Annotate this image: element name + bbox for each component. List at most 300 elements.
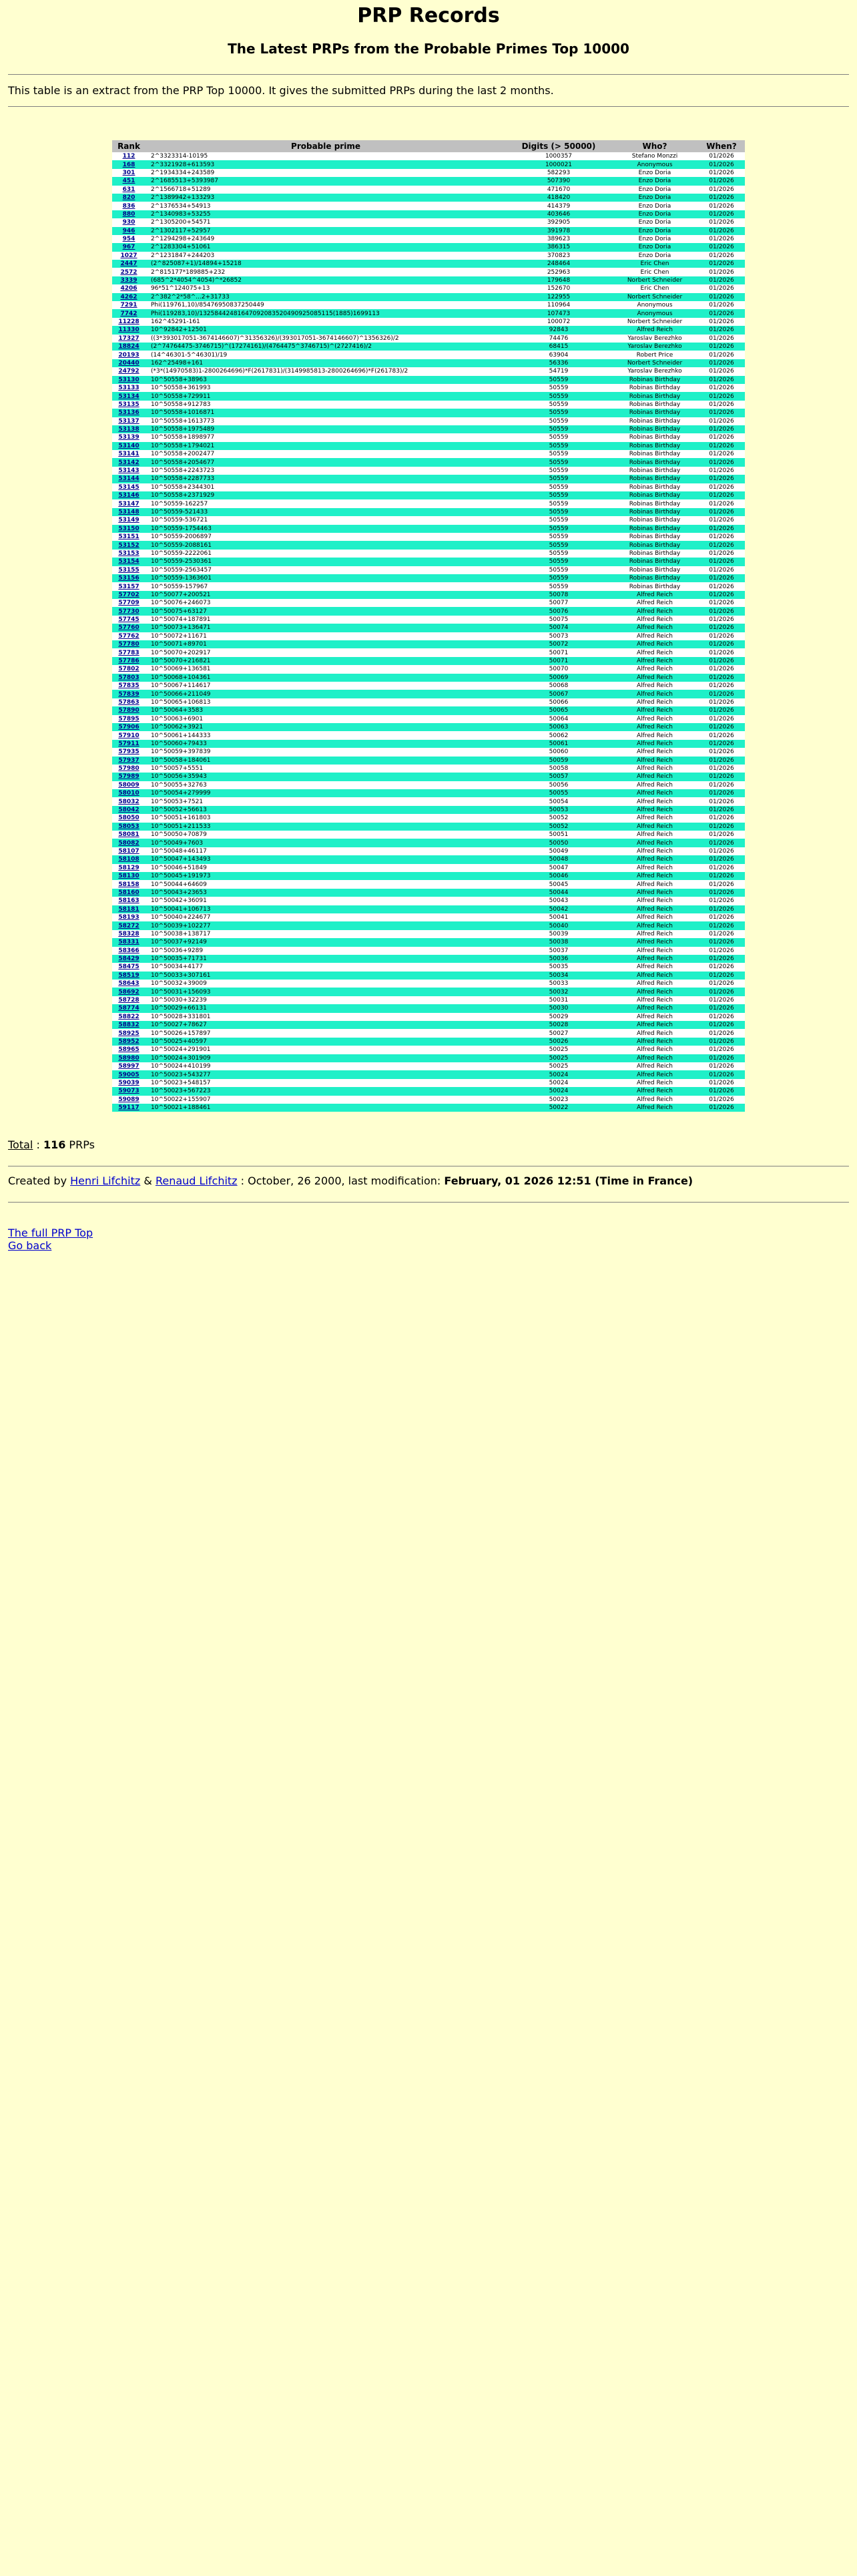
when-cell: 01/2026	[698, 550, 745, 558]
who-cell: Enzo Doria	[611, 243, 698, 251]
rank-link[interactable]: 58980	[118, 1054, 139, 1062]
who-cell: Alfred Reich	[611, 1087, 698, 1095]
rank-link[interactable]: 58774	[118, 1005, 139, 1012]
digits-cell: 50074	[506, 624, 611, 632]
table-row	[112, 616, 745, 624]
rank-link[interactable]: 53156	[118, 575, 139, 582]
full-prp-top-link[interactable]: The full PRP Top	[8, 1227, 93, 1240]
probable-prime-cell: 10^50027+78627	[146, 1021, 506, 1029]
table-row	[112, 433, 745, 441]
rank-link[interactable]: 58010	[118, 790, 139, 797]
who-cell: Alfred Reich	[611, 740, 698, 748]
rank-link[interactable]: 57863	[118, 698, 139, 706]
digits-cell: 50069	[506, 674, 611, 682]
rank-link[interactable]: 58163	[118, 897, 139, 905]
when-cell: 01/2026	[698, 921, 745, 929]
rank-link[interactable]: 58160	[118, 889, 139, 896]
rank-link[interactable]: 20193	[118, 351, 139, 359]
when-cell: 01/2026	[698, 202, 745, 210]
when-cell: 01/2026	[698, 558, 745, 566]
rank-link[interactable]: 57839	[118, 690, 139, 698]
probable-prime-cell: 10^50024+291901	[146, 1046, 506, 1054]
rank-link[interactable]: 53148	[118, 508, 139, 515]
rank-link[interactable]: 168	[122, 161, 135, 168]
rank-cell	[112, 773, 146, 781]
digits-cell: 92843	[506, 326, 611, 334]
rank-link[interactable]: 3339	[120, 277, 137, 284]
rank-link[interactable]: 53146	[118, 492, 139, 499]
when-cell: 01/2026	[698, 582, 745, 590]
when-cell: 01/2026	[698, 657, 745, 665]
rank-link[interactable]: 11330	[118, 327, 139, 334]
rank-link[interactable]: 53153	[118, 550, 139, 557]
digits-cell: 50559	[506, 458, 611, 466]
digits-cell: 50068	[506, 682, 611, 690]
rank-link[interactable]: 967	[122, 244, 135, 251]
table-row	[112, 1096, 745, 1104]
who-cell: Alfred Reich	[611, 748, 698, 756]
who-cell: Alfred Reich	[611, 963, 698, 971]
header-digits: Digits (> 50000)	[506, 140, 611, 152]
rank-link[interactable]: 53143	[118, 467, 139, 475]
rank-cell	[112, 160, 146, 168]
rank-link[interactable]: 59089	[118, 1096, 139, 1103]
rank-link[interactable]: 57783	[118, 649, 139, 656]
probable-prime-cell: 10^50559-2530361	[146, 558, 506, 566]
when-cell: 01/2026	[698, 525, 745, 533]
when-cell: 01/2026	[698, 781, 745, 789]
rank-cell	[112, 508, 146, 516]
go-back-link[interactable]: Go back	[8, 1239, 52, 1253]
when-cell: 01/2026	[698, 880, 745, 888]
rank-link[interactable]: 53135	[118, 401, 139, 408]
rank-cell	[112, 343, 146, 351]
probable-prime-cell: 10^50029+66131	[146, 1004, 506, 1012]
rank-link[interactable]: 451	[122, 178, 135, 185]
who-cell: Alfred Reich	[611, 1013, 698, 1021]
rank-link[interactable]: 59039	[118, 1079, 139, 1086]
rank-link[interactable]: 57803	[118, 674, 139, 681]
who-cell: Robinas Birthday	[611, 574, 698, 582]
rank-link[interactable]: 58728	[118, 997, 139, 1004]
table-row	[112, 491, 745, 499]
table-row	[112, 309, 745, 317]
rank-link[interactable]: 58822	[118, 1013, 139, 1020]
rank-link[interactable]: 53149	[118, 517, 139, 524]
rank-cell	[112, 1070, 146, 1078]
rank-cell	[112, 690, 146, 698]
rank-cell	[112, 624, 146, 632]
rank-cell	[112, 1013, 146, 1021]
rank-link[interactable]: 7742	[120, 310, 137, 317]
rank-cell	[112, 392, 146, 400]
rank-link[interactable]: 58997	[118, 1063, 139, 1070]
table-row	[112, 293, 745, 301]
who-cell: Alfred Reich	[611, 955, 698, 963]
rank-link[interactable]: 57780	[118, 641, 139, 648]
probable-prime-cell: 10^50559-1754463	[146, 525, 506, 533]
rank-link[interactable]: 57989	[118, 773, 139, 781]
probable-prime-cell: 10^50023+548157	[146, 1079, 506, 1087]
when-cell: 01/2026	[698, 409, 745, 417]
rank-link[interactable]: 7291	[120, 302, 137, 309]
table-row	[112, 757, 745, 765]
who-cell: Alfred Reich	[611, 1046, 698, 1054]
rank-link[interactable]: 836	[122, 202, 135, 210]
who-cell: Enzo Doria	[611, 218, 698, 226]
rank-link[interactable]: 58053	[118, 823, 139, 830]
rank-link[interactable]: 53133	[118, 385, 139, 392]
table-row	[112, 814, 745, 822]
when-cell: 01/2026	[698, 284, 745, 292]
rank-link[interactable]: 58082	[118, 839, 139, 847]
rank-link[interactable]: 112	[122, 153, 135, 160]
probable-prime-cell: 10^50064+3583	[146, 706, 506, 714]
rank-link[interactable]: 57786	[118, 658, 139, 665]
rank-link[interactable]: 53152	[118, 542, 139, 549]
table-row	[112, 607, 745, 615]
rank-link[interactable]: 4206	[120, 285, 137, 292]
when-cell: 01/2026	[698, 243, 745, 251]
probable-prime-cell: 10^50022+155907	[146, 1096, 506, 1104]
table-row	[112, 533, 745, 541]
probable-prime-cell: 10^50559-521433	[146, 508, 506, 516]
who-cell: Robinas Birthday	[611, 475, 698, 483]
table-row	[112, 855, 745, 863]
table-row	[112, 425, 745, 433]
rank-link[interactable]: 58952	[118, 1038, 139, 1045]
rank-cell	[112, 591, 146, 599]
rank-link[interactable]: 631	[122, 186, 135, 193]
rank-link[interactable]: 880	[122, 210, 135, 218]
rank-link[interactable]: 53134	[118, 393, 139, 400]
table-row	[112, 202, 745, 210]
digits-cell: 50056	[506, 781, 611, 789]
who-cell: Robinas Birthday	[611, 392, 698, 400]
rank-link[interactable]: 59117	[118, 1104, 139, 1112]
rank-link[interactable]: 820	[122, 194, 135, 202]
table-row	[112, 591, 745, 599]
rank-link[interactable]: 58832	[118, 1022, 139, 1029]
table-row	[112, 235, 745, 243]
when-cell: 01/2026	[698, 293, 745, 301]
digits-cell: 50559	[506, 508, 611, 516]
author-link-renaud[interactable]: Renaud Lifchitz	[155, 1174, 238, 1188]
rank-link[interactable]: 58129	[118, 864, 139, 871]
rank-link[interactable]: 58366	[118, 947, 139, 954]
who-cell: Anonymous	[611, 301, 698, 309]
table-row	[112, 194, 745, 202]
table-row	[112, 160, 745, 168]
when-cell: 01/2026	[698, 260, 745, 268]
digits-cell: 50049	[506, 847, 611, 855]
probable-prime-cell: (2^825087+1)/14894+15218	[146, 260, 506, 268]
probable-prime-cell: 10^50558+2287733	[146, 475, 506, 483]
rank-cell	[112, 797, 146, 805]
rank-link[interactable]: 57702	[118, 591, 139, 598]
rank-link[interactable]: 53137	[118, 417, 139, 425]
when-cell: 01/2026	[698, 706, 745, 714]
rank-link[interactable]: 57762	[118, 632, 139, 640]
probable-prime-cell: 10^50067+114617	[146, 682, 506, 690]
rank-link[interactable]: 58032	[118, 798, 139, 805]
digits-cell: 50038	[506, 938, 611, 946]
rank-link[interactable]: 57890	[118, 707, 139, 714]
rank-cell	[112, 731, 146, 739]
rank-cell	[112, 665, 146, 673]
rank-link[interactable]: 57935	[118, 748, 139, 756]
who-cell: Alfred Reich	[611, 1038, 698, 1046]
digits-cell: 50022	[506, 1104, 611, 1112]
rank-link[interactable]: 57910	[118, 732, 139, 739]
digits-cell: 50032	[506, 988, 611, 996]
table-row	[112, 169, 745, 177]
rank-link[interactable]: 57911	[118, 740, 139, 747]
rank-link[interactable]: 11228	[118, 318, 139, 325]
rank-link[interactable]: 53136	[118, 409, 139, 417]
probable-prime-cell: 2^1389942+133293	[146, 194, 506, 202]
rank-cell	[112, 450, 146, 458]
rank-cell	[112, 202, 146, 210]
who-cell: Alfred Reich	[611, 607, 698, 615]
digits-cell: 50077	[506, 599, 611, 607]
who-cell: Alfred Reich	[611, 648, 698, 656]
when-cell: 01/2026	[698, 541, 745, 549]
rank-link[interactable]: 57745	[118, 616, 139, 624]
when-cell: 01/2026	[698, 376, 745, 384]
digits-cell: 122955	[506, 293, 611, 301]
table-row	[112, 632, 745, 640]
rank-link[interactable]: 58107	[118, 848, 139, 855]
table-row	[112, 789, 745, 797]
digits-cell: 50071	[506, 648, 611, 656]
who-cell: Robinas Birthday	[611, 508, 698, 516]
probable-prime-cell: 10^50558+2344301	[146, 483, 506, 491]
rank-link[interactable]: 59005	[118, 1071, 139, 1078]
when-cell: 01/2026	[698, 897, 745, 905]
probable-prime-cell: 10^50559-162257	[146, 499, 506, 507]
table-row	[112, 698, 745, 706]
who-cell: Alfred Reich	[611, 640, 698, 648]
rank-link[interactable]: 58328	[118, 930, 139, 937]
table-row	[112, 657, 745, 665]
digits-cell: 50029	[506, 1013, 611, 1021]
probable-prime-cell: 10^50074+187891	[146, 616, 506, 624]
rank-cell	[112, 152, 146, 160]
table-row	[112, 508, 745, 516]
when-cell: 01/2026	[698, 723, 745, 731]
rank-link[interactable]: 53157	[118, 583, 139, 590]
rank-cell	[112, 442, 146, 450]
when-cell: 01/2026	[698, 963, 745, 971]
digits-cell: 50040	[506, 921, 611, 929]
rank-link[interactable]: 58519	[118, 972, 139, 979]
when-cell: 01/2026	[698, 533, 745, 541]
when-cell: 01/2026	[698, 847, 745, 855]
probable-prime-cell: 10^50070+202917	[146, 648, 506, 656]
when-cell: 01/2026	[698, 1104, 745, 1112]
rank-link[interactable]: 57760	[118, 624, 139, 632]
who-cell: Eric Chen	[611, 268, 698, 276]
author-link-henri[interactable]: Henri Lifchitz	[70, 1174, 141, 1188]
rank-link[interactable]: 53145	[118, 483, 139, 491]
probable-prime-cell: 10^50028+331801	[146, 1013, 506, 1021]
who-cell: Norbert Schneider	[611, 293, 698, 301]
when-cell: 01/2026	[698, 889, 745, 897]
digits-cell: 50559	[506, 525, 611, 533]
rank-link[interactable]: 930	[122, 219, 135, 226]
rank-link[interactable]: 58475	[118, 963, 139, 971]
rank-link[interactable]: 53140	[118, 442, 139, 449]
digits-cell: 391978	[506, 227, 611, 235]
table-row	[112, 938, 745, 946]
table-row	[112, 550, 745, 558]
rank-link[interactable]: 57906	[118, 724, 139, 731]
rank-cell	[112, 1004, 146, 1012]
rank-link[interactable]: 58331	[118, 939, 139, 946]
table-row	[112, 218, 745, 226]
who-cell: Alfred Reich	[611, 773, 698, 781]
rank-cell	[112, 740, 146, 748]
rank-link[interactable]: 17327	[118, 335, 139, 342]
rank-link[interactable]: 4262	[120, 293, 137, 300]
rank-link[interactable]: 20440	[118, 359, 139, 367]
rank-link[interactable]: 53155	[118, 566, 139, 574]
table-row	[112, 376, 745, 384]
rank-link[interactable]: 53150	[118, 525, 139, 532]
who-cell: Alfred Reich	[611, 1062, 698, 1070]
rank-cell	[112, 169, 146, 177]
digits-cell: 248464	[506, 260, 611, 268]
rank-link[interactable]: 53147	[118, 500, 139, 507]
rank-link[interactable]: 58925	[118, 1030, 139, 1037]
probable-prime-cell: (14^46301-5^46301)/19	[146, 351, 506, 359]
rank-link[interactable]: 58050	[118, 815, 139, 822]
rank-link[interactable]: 946	[122, 227, 135, 234]
table-row	[112, 665, 745, 673]
rank-link[interactable]: 58965	[118, 1046, 139, 1054]
probable-prime-cell: 10^50559-2222061	[146, 550, 506, 558]
probable-prime-cell: 10^50558+1016871	[146, 409, 506, 417]
rank-link[interactable]: 53151	[118, 533, 139, 541]
probable-prime-cell: 10^50558+2243723	[146, 467, 506, 475]
rank-cell	[112, 781, 146, 789]
rank-link[interactable]: 58158	[118, 881, 139, 888]
rank-link[interactable]: 57730	[118, 608, 139, 615]
rank-link[interactable]: 58081	[118, 831, 139, 839]
rank-cell	[112, 748, 146, 756]
digits-cell: 50559	[506, 450, 611, 458]
table-row	[112, 516, 745, 524]
rank-cell	[112, 491, 146, 499]
digits-cell: 389623	[506, 235, 611, 243]
rank-link[interactable]: 58643	[118, 980, 139, 988]
probable-prime-cell: 10^50559-536721	[146, 516, 506, 524]
digits-cell: 50061	[506, 740, 611, 748]
last-modified: February, 01 2026 12:51 (Time in France)	[444, 1174, 693, 1188]
digits-cell: 50035	[506, 963, 611, 971]
table-row	[112, 1021, 745, 1029]
rank-link[interactable]: 58692	[118, 988, 139, 996]
rank-link[interactable]: 2447	[120, 260, 137, 268]
digits-cell: 50559	[506, 409, 611, 417]
who-cell: Alfred Reich	[611, 1104, 698, 1112]
probable-prime-cell: 10^50559-1363601	[146, 574, 506, 582]
rank-link[interactable]: 53142	[118, 459, 139, 466]
table-row	[112, 797, 745, 805]
rank-link[interactable]: 2572	[120, 268, 137, 276]
probable-prime-cell: 10^50558+1975489	[146, 425, 506, 433]
digits-cell: 50060	[506, 748, 611, 756]
rank-link[interactable]: 53139	[118, 434, 139, 441]
digits-cell: 50051	[506, 831, 611, 839]
rank-link[interactable]: 58272	[118, 922, 139, 929]
who-cell: Alfred Reich	[611, 897, 698, 905]
probable-prime-cell: 2^1376534+54913	[146, 202, 506, 210]
table-row	[112, 335, 745, 343]
rank-cell	[112, 955, 146, 963]
rank-link[interactable]: 57802	[118, 666, 139, 673]
when-cell: 01/2026	[698, 698, 745, 706]
rank-link[interactable]: 53138	[118, 426, 139, 433]
rank-link[interactable]: 58193	[118, 914, 139, 921]
rank-link[interactable]: 58130	[118, 873, 139, 880]
rank-cell	[112, 574, 146, 582]
who-cell: Alfred Reich	[611, 930, 698, 938]
table-row	[112, 831, 745, 839]
rank-link[interactable]: 301	[122, 169, 135, 176]
rank-link[interactable]: 58108	[118, 856, 139, 863]
rank-link[interactable]: 57937	[118, 757, 139, 764]
who-cell: Robinas Birthday	[611, 458, 698, 466]
rank-link[interactable]: 18824	[118, 343, 139, 351]
rank-link[interactable]: 57709	[118, 600, 139, 607]
table-row	[112, 186, 745, 194]
rank-cell	[112, 839, 146, 847]
rank-link[interactable]: 57895	[118, 715, 139, 722]
rank-link[interactable]: 58009	[118, 781, 139, 789]
table-row	[112, 450, 745, 458]
credits-line	[8, 1174, 849, 1187]
who-cell: Robinas Birthday	[611, 491, 698, 499]
rank-cell	[112, 657, 146, 665]
rank-link[interactable]: 24792	[118, 368, 139, 375]
rank-cell	[112, 616, 146, 624]
rank-link[interactable]: 57980	[118, 765, 139, 773]
rank-link[interactable]: 57835	[118, 682, 139, 690]
rank-link[interactable]: 954	[122, 236, 135, 243]
digits-cell: 50025	[506, 1054, 611, 1062]
rank-cell	[112, 433, 146, 441]
rank-link[interactable]: 58042	[118, 807, 139, 814]
rank-link[interactable]: 58181	[118, 905, 139, 913]
who-cell: Norbert Schneider	[611, 359, 698, 367]
who-cell: Alfred Reich	[611, 698, 698, 706]
probable-prime-cell: 10^50035+71731	[146, 955, 506, 963]
table-header-row	[112, 140, 745, 152]
rank-link[interactable]: 53144	[118, 475, 139, 483]
rank-link[interactable]: 53154	[118, 558, 139, 566]
digits-cell: 50066	[506, 698, 611, 706]
rank-link[interactable]: 53130	[118, 376, 139, 383]
rank-link[interactable]: 58429	[118, 955, 139, 963]
rank-link[interactable]: 59073	[118, 1088, 139, 1095]
rank-link[interactable]: 1027	[120, 252, 137, 259]
who-cell: Robinas Birthday	[611, 442, 698, 450]
when-cell: 01/2026	[698, 765, 745, 773]
table-row	[112, 177, 745, 185]
rank-link[interactable]: 53141	[118, 451, 139, 458]
